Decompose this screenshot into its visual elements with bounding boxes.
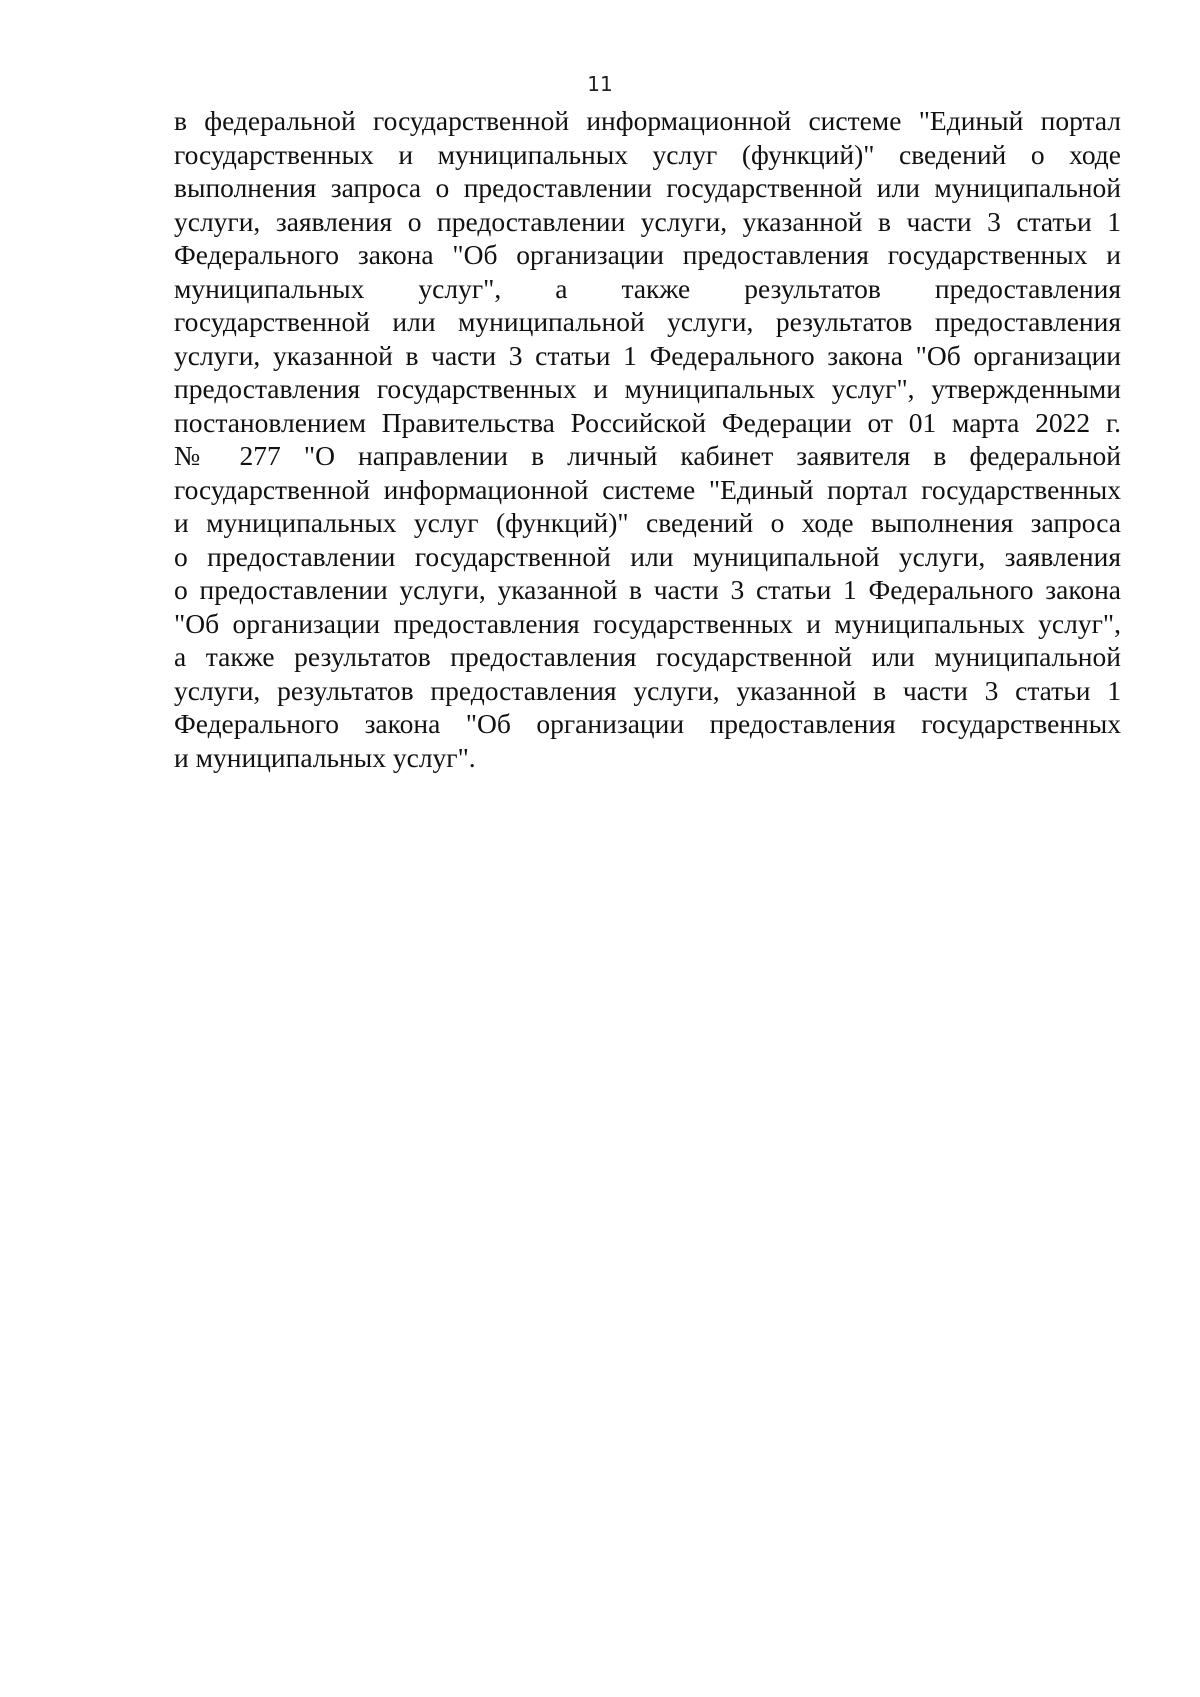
text-line: государственной информационной системе "Единый портал государственных [174, 473, 1121, 505]
text-line: предоставления государственных и муниципальных услуг", утвержденными [174, 373, 1121, 404]
text-line: и муниципальных услуг". [174, 741, 476, 773]
text-line: о предоставлении услуги, указанной в части 3 статьи 1 Федерального закона [174, 574, 1121, 605]
text-line: Федерального закона "Об организации предоставления государственных [174, 708, 1121, 739]
page-number: 11 [587, 72, 613, 96]
text-line: услуги, результатов предоставления услуги, указанной в части 3 статьи 1 [174, 674, 1121, 706]
text-line: и муниципальных услуг (функций)" сведений о ходе выполнения запроса [174, 507, 1121, 538]
body-paragraph [174, 104, 1121, 774]
text-line: государственной или муниципальной услуги, результатов предоставления [174, 306, 1121, 337]
text-line: № 277 "О направлении в личный кабинет заявителя в федеральной [174, 440, 1121, 471]
text-line: выполнения запроса о предоставлении государственной или муниципальной [174, 172, 1121, 203]
text-line: постановлением Правительства Российской Федерации от 01 марта 2022 г. [174, 406, 1121, 438]
text-line: Федерального закона "Об организации предоставления государственных и [174, 239, 1121, 270]
text-line: муниципальных услуг", а также результатов предоставления [174, 272, 1121, 304]
text-line: "Об организации предоставления государственных и муниципальных услуг", [174, 607, 1121, 639]
text-line: услуги, указанной в части 3 статьи 1 Федерального закона "Об организации [174, 339, 1121, 371]
text-line: о предоставлении государственной или муниципальной услуги, заявления [174, 540, 1121, 572]
text-line: а также результатов предоставления государственной или муниципальной [174, 641, 1121, 672]
text-line: услуги, заявления о предоставлении услуги, указанной в части 3 статьи 1 [174, 205, 1121, 237]
text-line: государственных и муниципальных услуг (функций)" сведений о ходе [174, 138, 1121, 170]
text-line: в федеральной государственной информационной системе "Единый портал [174, 105, 1121, 136]
